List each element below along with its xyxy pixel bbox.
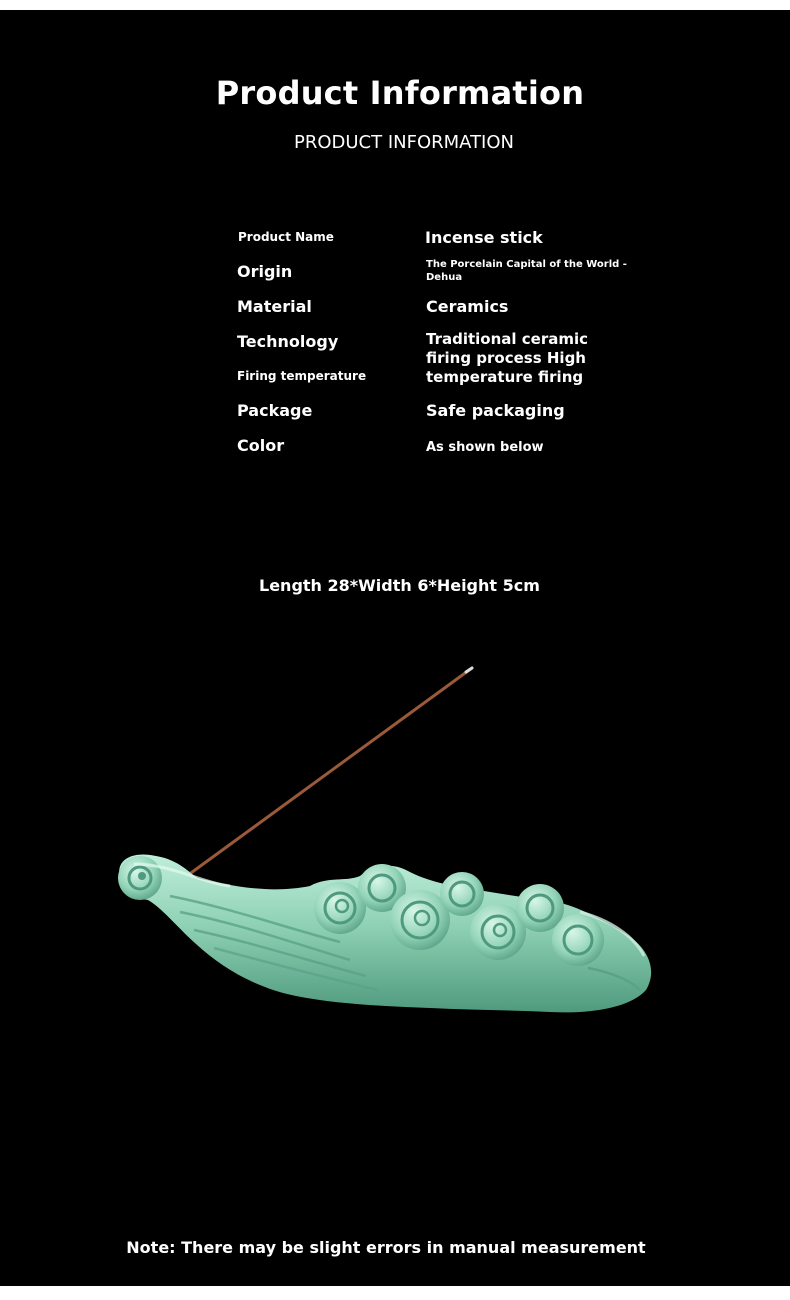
spec-value-origin: The Porcelain Capital of the World - Dehua <box>426 259 627 283</box>
spec-value-color: As shown below <box>426 440 544 455</box>
incense-holder-image <box>110 650 670 1030</box>
product-dimensions: Length 28*Width 6*Height 5cm <box>259 576 540 595</box>
spec-label-material: Material <box>237 297 312 316</box>
spec-label-firing-temperature: Firing temperature <box>237 369 367 383</box>
measurement-note: Note: There may be slight errors in manual measurement <box>126 1238 646 1257</box>
page-title: Product Information <box>215 74 585 112</box>
incense-stick <box>184 668 472 878</box>
spec-value-product-name: Incense stick <box>425 228 543 247</box>
spec-value-package: Safe packaging <box>426 401 565 420</box>
spec-label-package: Package <box>237 401 313 420</box>
product-info-panel <box>0 10 790 1286</box>
spec-label-origin: Origin <box>237 262 293 281</box>
spec-label-product-name: Product Name <box>238 230 334 244</box>
spec-label-technology: Technology <box>237 332 339 351</box>
spec-label-color: Color <box>237 436 285 455</box>
page-subtitle: PRODUCT INFORMATION <box>293 132 515 153</box>
spec-value-technology: Traditional ceramic firing process High temperature firing <box>426 330 589 386</box>
spec-value-material: Ceramics <box>426 297 509 316</box>
